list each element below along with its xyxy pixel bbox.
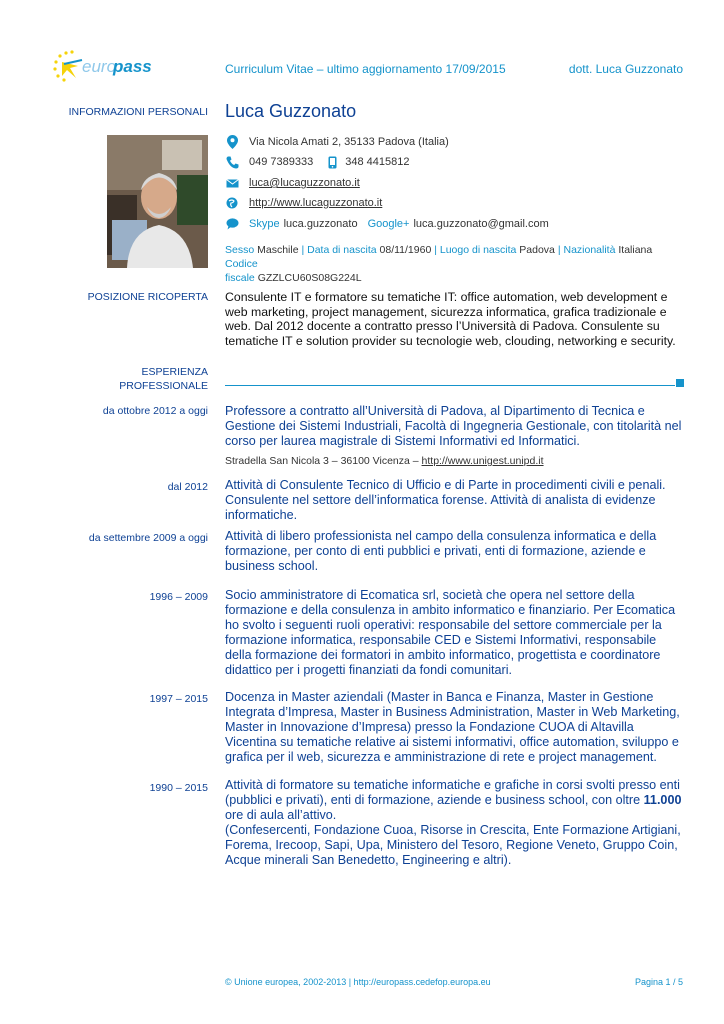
location-pin-icon <box>225 135 239 149</box>
experience-date: da ottobre 2012 a oggi <box>102 405 208 417</box>
section-label-experience-1: ESPERIENZA <box>141 366 208 378</box>
position-text: Consulente IT e formatore su tematiche IT: office automation, web development e web marketing, project management, sicurezza informatica, grafica tradizionale e web. Dal 2012 docente a contratto presso l’Università di Padova. Consulente su tematiche IT e solution provider su tecnologie web, clouding, networking e security. <box>225 290 676 348</box>
logo-text-euro: euro <box>82 57 117 76</box>
cv-header-author: dott. Luca Guzzonato <box>568 62 683 76</box>
experience-text-part: Attività di formatore su tematiche informatiche e grafiche in corsi svolti presso enti (pubblici e privati), enti di formazione, aziende e business school, con oltre <box>225 778 680 807</box>
mobile-phone-icon <box>325 155 339 169</box>
europass-logo <box>52 48 152 84</box>
phone-text: 049 7389333 <box>249 156 314 168</box>
experience-text: Professore a contratto all’Università di Padova, al Dipartimento di Tecnica e Gestione dei Sistemi Industriali, Facoltà di Ingegneria Gestionale, con titolarità nel corso per laurea magistrale di Sistemi Informativi ed Informatici. <box>225 404 682 448</box>
experience-date: 1997 – 2015 <box>149 693 208 705</box>
cv-header-title: Curriculum Vitae – ultimo aggiornamento 17/09/2015 <box>225 62 506 76</box>
skype-label: Skype <box>249 218 280 230</box>
email-link[interactable]: luca@lucaguzzonato.it <box>249 177 360 189</box>
dob-label: Data di nascita <box>307 244 377 256</box>
experience-date: da settembre 2009 a oggi <box>88 532 208 544</box>
dob-value: 08/11/1960 <box>379 244 432 256</box>
skype-value: luca.guzzonato <box>283 218 358 230</box>
section-label-experience-2: PROFESSIONALE <box>119 380 208 392</box>
experience-text-clients: (Confesercenti, Fondazione Cuoa, Risorse in Crescita, Ente Formazione Artigiani, Forema, Irecoop, Sapi, Upa, Ministero del Tesoro, Regione Veneto, Gruppo Coin, Acque minerali San Benedetto, Engineering e altri). <box>225 823 681 867</box>
footer-copyright: © Unione europea, 2002-2013 | http://europass.cedefop.europa.eu <box>225 977 491 987</box>
phone-row <box>225 155 409 169</box>
chat-bubble-icon <box>225 217 239 231</box>
experience-hours-bold: 11.000 <box>643 793 682 807</box>
google-label: Google+ <box>367 218 410 230</box>
section-divider-marker <box>676 379 684 387</box>
email-row <box>225 176 360 190</box>
globe-icon <box>225 196 239 210</box>
tax-label-2: fiscale <box>225 272 255 284</box>
messaging-row <box>225 217 549 231</box>
footer-page-number: Pagina 1 / 5 <box>634 977 683 987</box>
tax-code-value: GZZLCU60S08G224L <box>257 272 362 284</box>
envelope-icon <box>225 176 239 190</box>
sex-label: Sesso <box>225 244 255 256</box>
nationality-value: Italiana <box>618 244 653 256</box>
experience-text-part: ore di aula all’attivo. <box>225 808 337 822</box>
experience-detail-link[interactable]: http://www.unigest.unipd.it <box>421 455 544 467</box>
sex-value: Maschile <box>257 244 299 256</box>
logo-text-pass: pass <box>113 57 152 76</box>
google-value: luca.guzzonato@gmail.com <box>413 218 549 230</box>
address-row <box>225 135 449 149</box>
profile-photo <box>107 135 208 268</box>
mobile-text: 348 4415812 <box>345 156 410 168</box>
experience-text: Socio amministratore di Ecomatica srl, società che opera nel settore della formazione e della consulenza in ambito informatico e finanziario. Per Ecomatica ho svolto i seguenti ruoli operativi: responsabile del settore commerciale per la formazione informatica, responsabile CED e Sistemi Informativi, responsabile della formazione dei formatori in ambito informatico, progettista e coordinatore didattico per i progetti finanziati da fondi comunitari. <box>225 588 676 677</box>
experience-text: Attività di libero professionista nel campo della consulenza informatica e della formazione, per conto di enti pubblici e privati, enti di formazione, aziende e business school. <box>225 529 657 573</box>
section-label-position: POSIZIONE RICOPERTA <box>87 291 208 303</box>
experience-date: 1996 – 2009 <box>149 591 208 603</box>
section-label-personal: INFORMAZIONI PERSONALI <box>68 106 208 118</box>
experience-detail <box>225 455 544 467</box>
phone-icon <box>225 155 239 169</box>
pob-label: Luogo di nascita <box>439 244 517 256</box>
nationality-label: Nazionalità <box>563 244 616 256</box>
experience-text: Docenza in Master aziendali (Master in Banca e Finanza, Master in Gestione Integrata d’Impresa, Master in Business Administration, Master in Web Marketing, Master in Innovazione d’Impresa) presso la Fondazione CUOA di Altavilla Vicentina su tematiche relative ai sistemi informativi, office automation, sviluppo e grafica per il web, sicurezza e amministrazione di rete e project management. <box>225 690 680 764</box>
pob-value: Padova <box>519 244 555 256</box>
website-row <box>225 196 382 210</box>
experience-date: 1990 – 2015 <box>149 782 208 794</box>
person-name: Luca Guzzonato <box>225 101 357 121</box>
section-divider-line <box>225 385 675 386</box>
tax-label-1: Codice <box>225 258 258 270</box>
experience-date: dal 2012 <box>167 481 208 493</box>
experience-text: Attività di Consulente Tecnico di Ufficio e di Parte in procedimenti civili e penali. Consulente nel settore dell’informatica forense. Attività di analista di evidenze informatiche. <box>225 478 666 522</box>
experience-detail-text: Stradella San Nicola 3 – 36100 Vicenza – <box>225 455 419 467</box>
personal-details: Sesso Maschile | Data di nascita 08/11/1960 | Luogo di nascita Padova | Nazionalità Italiana Codice fiscale GZZLCU60S08G224L <box>225 244 653 284</box>
address-text: Via Nicola Amati 2, 35133 Padova (Italia) <box>249 136 449 148</box>
experience-text <box>225 778 683 868</box>
website-link[interactable]: http://www.lucaguzzonato.it <box>249 197 383 209</box>
